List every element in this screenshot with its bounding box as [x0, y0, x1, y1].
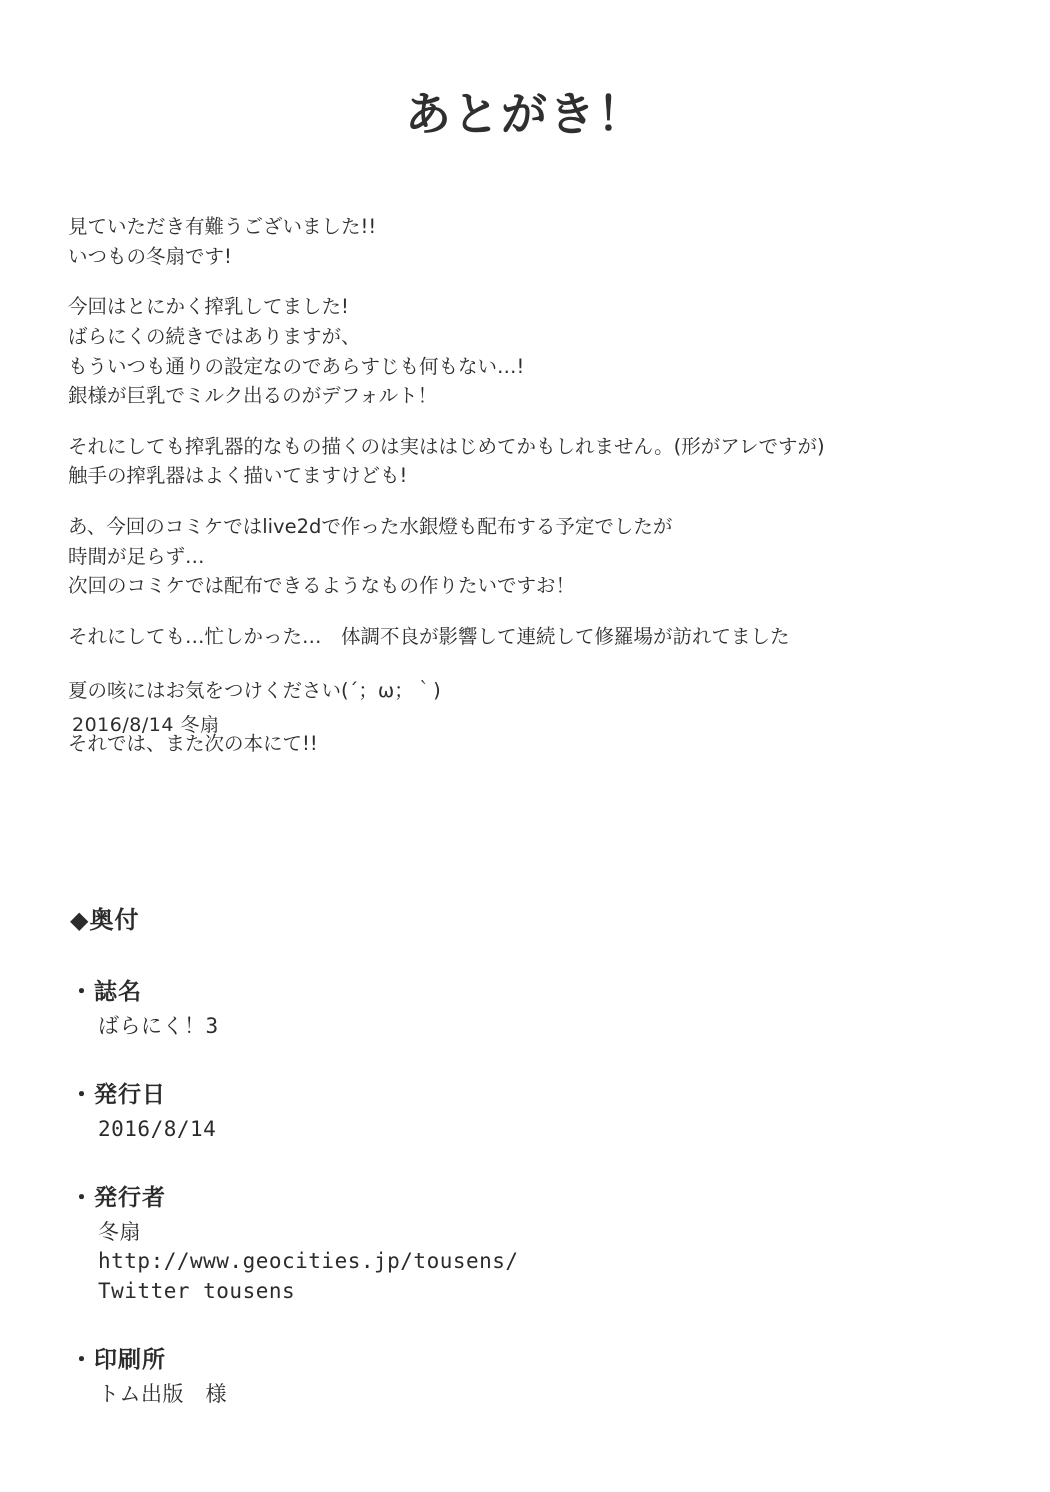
- colophon-value-line: ばらにく！3: [98, 1014, 219, 1038]
- afterword-signature: 2016/8/14 冬扇: [72, 714, 220, 736]
- afterword-line: それにしても…忙しかった… 体調不良が影響して連続して修羅場が訪れてました: [68, 624, 790, 648]
- afterword-body: [68, 212, 1008, 783]
- colophon-value: [70, 1012, 970, 1042]
- afterword-line: いつもの冬扇です!: [68, 244, 232, 268]
- colophon-value: [70, 1218, 970, 1307]
- colophon-label: ・誌名: [70, 979, 142, 1005]
- colophon-value: [70, 1115, 970, 1145]
- afterword-line: もういつも通りの設定なのであらすじも何もない…!: [68, 354, 525, 378]
- page-title: あとがき！: [405, 87, 645, 141]
- afterword-line: 銀様が巨乳でミルク出るのがデフォルト！: [68, 384, 438, 408]
- afterword-paragraph: [68, 212, 1008, 271]
- afterword-line: 時間が足らず…: [68, 544, 205, 568]
- afterword-line: それにしても搾乳器的なもの描くのは実ははじめてかもしれません。(形がアレですが): [68, 434, 825, 458]
- colophon-value-line: トム出版 様: [98, 1382, 227, 1407]
- afterword-line: 見ていただき有難うございました!!: [68, 215, 377, 238]
- colophon-entry-date: [70, 1076, 970, 1145]
- afterword-line: 夏の咳にはお気をつけください(´；ω；｀): [68, 678, 441, 702]
- colophon-section: [70, 900, 970, 1444]
- colophon-value-line: 2016/8/14: [98, 1116, 217, 1141]
- afterword-line: それでは、また次の本にて!!: [68, 732, 318, 756]
- colophon-value-twitter[interactable]: Twitter tousens: [98, 1279, 296, 1304]
- afterword-paragraph: [68, 622, 1008, 652]
- colophon-value-url[interactable]: http://www.geocities.jp/tousens/: [98, 1249, 519, 1274]
- afterword-line: あ、今回のコミケではlive2dで作った水銀燈も配布する予定でしたが: [68, 515, 673, 538]
- colophon-entry-publisher: [70, 1179, 970, 1307]
- colophon-entry-title: [70, 973, 970, 1042]
- afterword-line: ばらにくの続きではありますが、: [68, 324, 361, 348]
- afterword-paragraph: [68, 676, 1008, 706]
- afterword-line: 今回はとにかく搾乳してました!: [68, 295, 349, 319]
- colophon-label: ・発行者: [70, 1184, 166, 1211]
- colophon-value-line: 冬扇: [98, 1219, 141, 1244]
- colophon-heading: ◆奥付: [70, 906, 140, 934]
- afterword-paragraph: [68, 292, 1008, 411]
- afterword-paragraph: [68, 512, 1008, 601]
- colophon-value: [70, 1380, 970, 1410]
- afterword-line: 触手の搾乳器はよく描いてますけども!: [68, 464, 408, 488]
- colophon-label: ・印刷所: [70, 1347, 166, 1374]
- colophon-entry-printer: [70, 1341, 970, 1410]
- colophon-label: ・発行日: [70, 1081, 166, 1108]
- afterword-line: 次回のコミケでは配布できるようなもの作りたいですお！: [68, 574, 576, 598]
- afterword-paragraph: [68, 432, 1008, 491]
